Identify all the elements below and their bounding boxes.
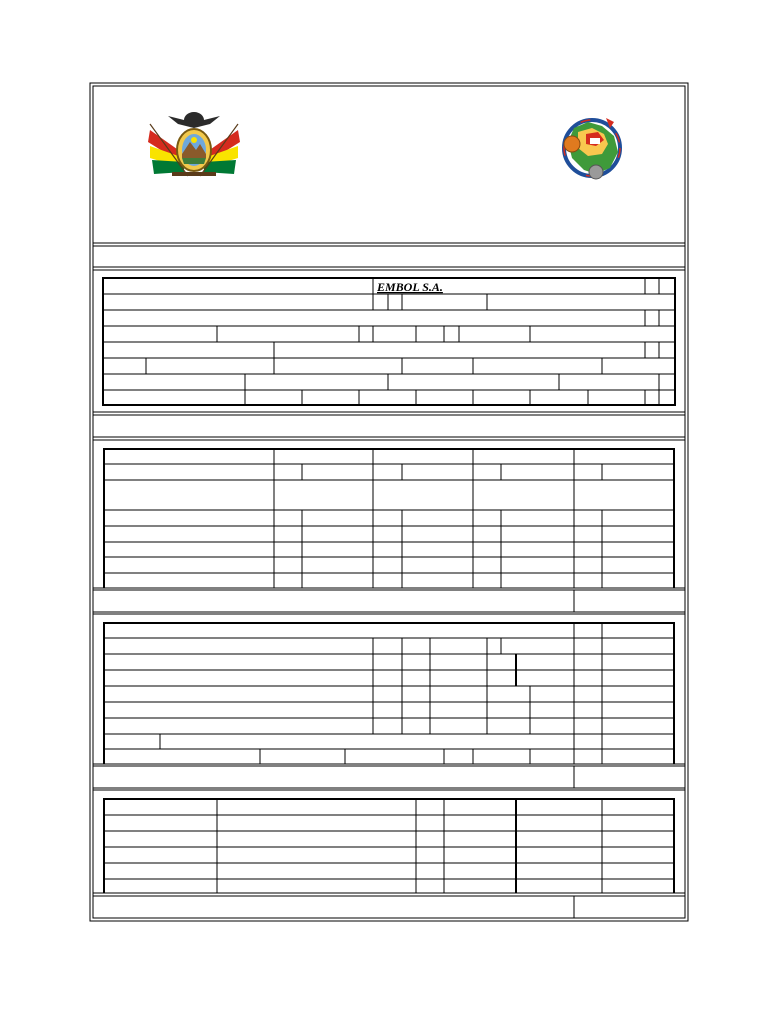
bolivia-map-globe-logo-icon (564, 118, 620, 179)
company-name: EMBOL S.A. (377, 280, 443, 294)
